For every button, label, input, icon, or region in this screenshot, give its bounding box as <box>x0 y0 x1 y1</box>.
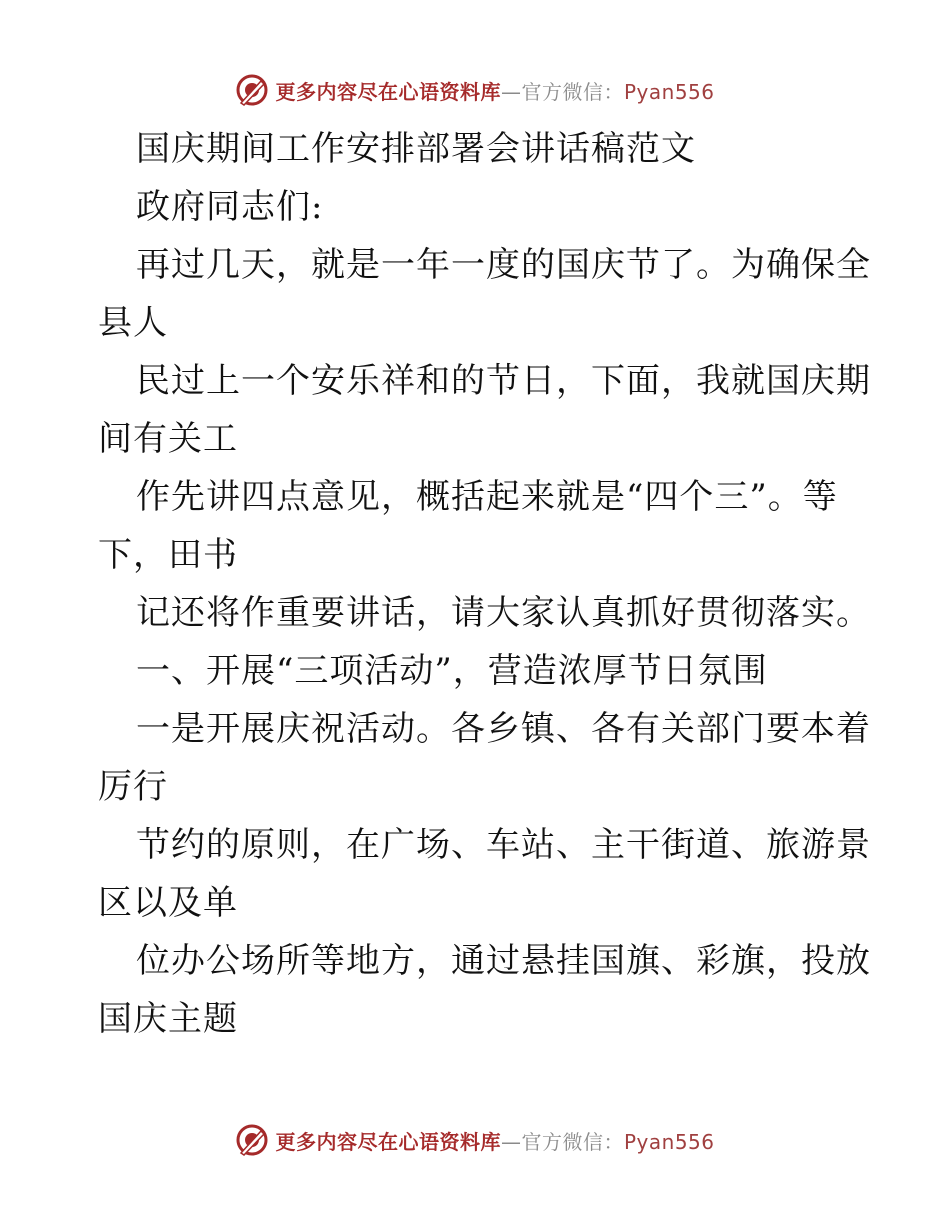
header-banner <box>0 70 950 110</box>
wechat-label: 官方微信： <box>521 1129 624 1154</box>
library-text: 更多内容尽在心语资料库 <box>275 79 501 104</box>
paragraph-line: 记还将作重要讲话，请大家认真抓好贯彻落实。 <box>136 593 871 633</box>
paragraph-line: 区以及单 <box>98 883 238 923</box>
paragraph-line: 间有关工 <box>98 419 238 459</box>
paragraph-line: 节约的原则，在广场、车站、主干街道、旅游景 <box>136 825 871 865</box>
paragraph-line: 厉行 <box>98 767 168 807</box>
wechat-id: Pyan556 <box>623 79 715 104</box>
salutation: 政府同志们: <box>136 187 324 227</box>
section-heading: 一、开展“三项活动”，营造浓厚节日氛围 <box>136 651 768 691</box>
wechat-id: Pyan556 <box>623 1129 715 1154</box>
document-title: 国庆期间工作安排部署会讲话稿范文 <box>136 129 696 169</box>
paragraph-line: 下，田书 <box>98 535 238 575</box>
banner-text <box>275 76 714 105</box>
banner-text <box>275 1126 714 1155</box>
library-text: 更多内容尽在心语资料库 <box>275 1129 501 1154</box>
paragraph-line: 县人 <box>98 303 168 343</box>
wechat-label: 官方微信： <box>521 79 624 104</box>
paragraph-line: 再过几天，就是一年一度的国庆节了。为确保全 <box>136 245 871 285</box>
paragraph-line: 位办公场所等地方，通过悬挂国旗、彩旗，投放 <box>136 941 871 981</box>
paragraph-line: 作先讲四点意见，概括起来就是“四个三”。等 <box>136 477 838 517</box>
paragraph-line: 国庆主题 <box>98 999 238 1039</box>
banner-separator: — <box>500 1129 522 1154</box>
paragraph-line: 民过上一个安乐祥和的节日，下面，我就国庆期 <box>136 361 871 401</box>
pen-logo-icon <box>235 1123 269 1157</box>
document-body <box>98 120 871 1048</box>
pen-logo-icon <box>235 73 269 107</box>
banner-separator: — <box>500 79 522 104</box>
footer-banner <box>0 1120 950 1160</box>
paragraph-line: 一是开展庆祝活动。各乡镇、各有关部门要本着 <box>136 709 871 749</box>
